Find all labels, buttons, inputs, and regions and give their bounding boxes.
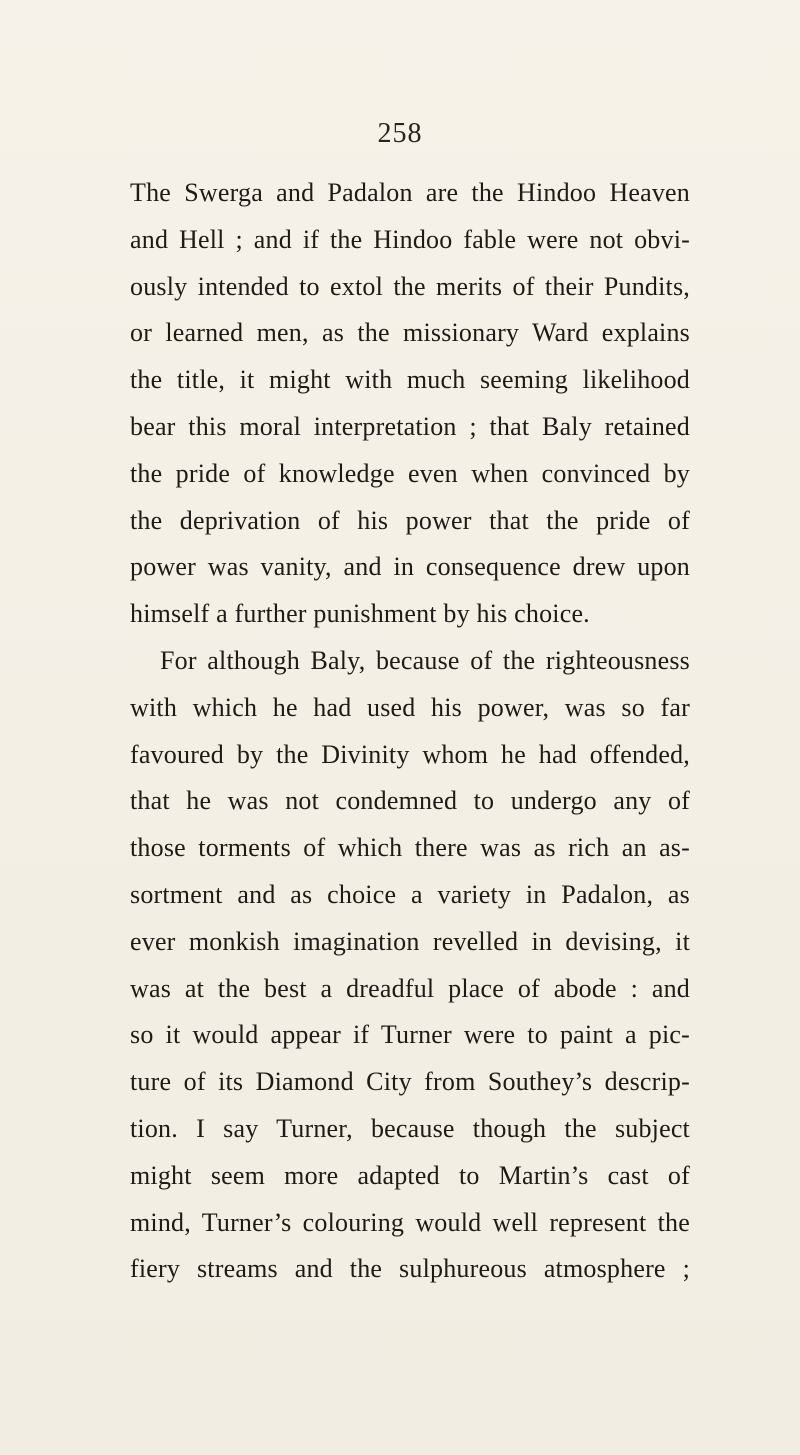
text-line-1: The Swerga and Padalon are the Hindoo Heaven — [130, 178, 690, 207]
text-line-18: was at the best a dreadful place of abode : and — [130, 973, 690, 1003]
text-line-23: mind, Turner’s colouring would well represent the — [130, 1207, 690, 1237]
text-line-13: favoured by the Divinity whom he had offended, — [130, 739, 690, 769]
text-line-2: and Hell ; and if the Hindoo fable were not obvi- — [130, 224, 690, 254]
text-line-14: that he was not condemned to undergo any of — [130, 786, 690, 816]
text-line-15: those torments of which there was as rich an as- — [130, 833, 690, 863]
text-line-21: tion. I say Turner, because though the subject — [130, 1113, 690, 1143]
text-line-12: with which he had used his power, was so far — [130, 692, 690, 722]
body-text — [130, 170, 690, 1293]
text-line-17: ever monkish imagination revelled in devising, it — [130, 926, 690, 956]
text-line-11: For although Baly, because of the righteousness — [160, 645, 690, 675]
text-line-8: the deprivation of his power that the pride of — [130, 505, 690, 535]
text-line-10: himself a further punishment by his choice. — [130, 599, 590, 629]
text-line-6: bear this moral interpretation ; that Baly retained — [130, 411, 690, 441]
text-line-16: sortment and as choice a variety in Padalon, as — [130, 879, 690, 909]
text-line-22: might seem more adapted to Martin’s cast of — [130, 1160, 690, 1190]
text-line-5: the title, it might with much seeming likelihood — [130, 365, 690, 395]
text-line-24: fiery streams and the sulphureous atmosphere ; — [130, 1254, 690, 1284]
page-number: 258 — [377, 118, 423, 149]
text-line-3: ously intended to extol the merits of their Pundits, — [130, 271, 690, 301]
text-line-7: the pride of knowledge even when convinced by — [130, 458, 690, 488]
text-line-9: power was vanity, and in consequence drew upon — [130, 552, 690, 582]
text-line-4: or learned men, as the missionary Ward explains — [130, 318, 690, 348]
text-line-20: ture of its Diamond City from Southey’s descrip- — [130, 1067, 690, 1097]
text-line-19: so it would appear if Turner were to paint a pic- — [130, 1020, 690, 1050]
